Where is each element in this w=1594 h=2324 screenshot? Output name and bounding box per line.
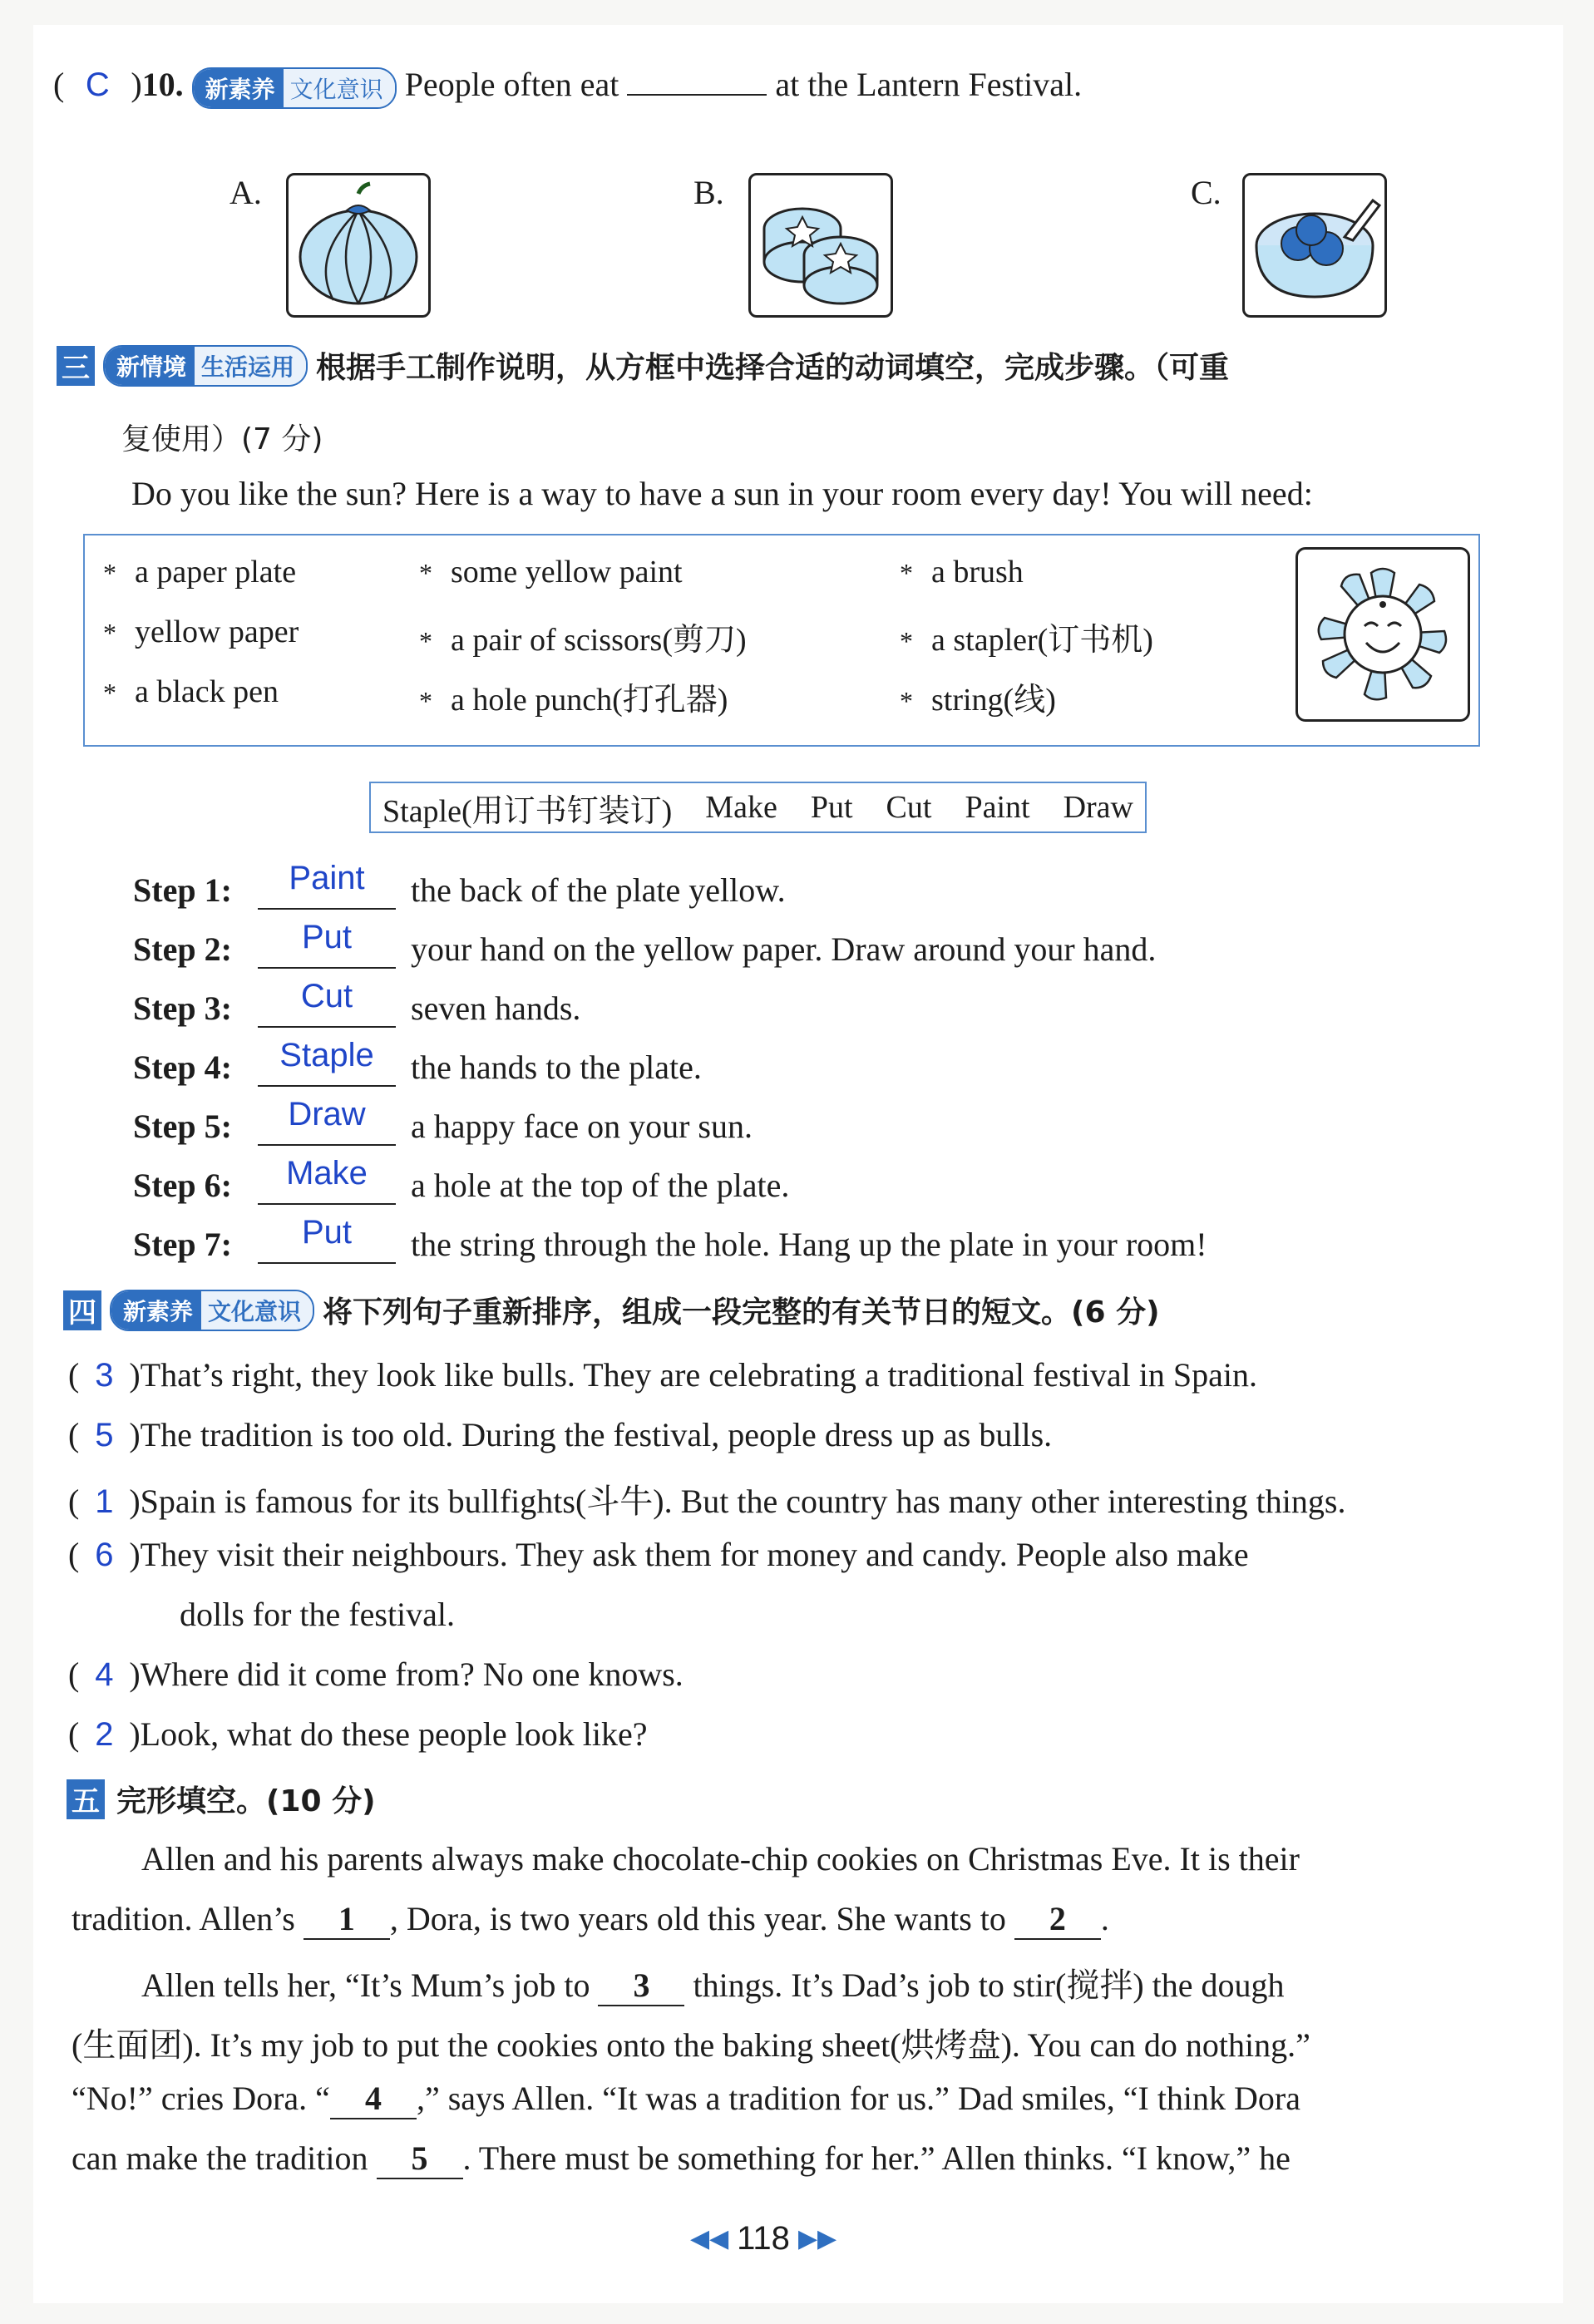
material-item: * a brush xyxy=(900,555,1024,590)
section-3-title-cont: 复使用）(7 分) xyxy=(121,422,323,456)
step-label: Step 4: xyxy=(133,1049,232,1086)
q10-text-before: People often eat xyxy=(404,66,619,103)
material-item: * string(线) xyxy=(900,683,1056,718)
materials-box xyxy=(83,534,1480,747)
order-item-continuation: dolls for the festival. xyxy=(180,1596,456,1633)
word-option: Staple(用订书钉装订) xyxy=(382,793,673,829)
cloze-line: Allen tells her, “It’s Mum’s job to 3 things. It’s Dad’s job to stir(搅拌) the dough xyxy=(141,1959,1285,2006)
order-answer: 5 xyxy=(95,1417,114,1453)
order-answer: 6 xyxy=(95,1537,114,1573)
bullet-star: * xyxy=(419,558,432,588)
next-page-icon: ▶▶ xyxy=(797,2225,837,2252)
step-text: your hand on the yellow paper. Draw around your hand. xyxy=(411,930,1157,968)
step-row xyxy=(133,1214,1207,1264)
order-item: ( 6 )They visit their neighbours. They ask them for money and candy. People also make xyxy=(68,1536,1249,1573)
material-item: * a hole punch(打孔器) xyxy=(419,683,728,718)
bullet-star: * xyxy=(103,558,116,588)
step-label: Step 7: xyxy=(133,1226,232,1263)
step-answer: Staple xyxy=(258,1037,396,1087)
step-row xyxy=(133,1155,789,1205)
word-option: Cut xyxy=(886,790,932,825)
bullet-star: * xyxy=(103,678,116,708)
option-a-label: A. xyxy=(229,174,262,211)
step-text: the back of the plate yellow. xyxy=(411,871,786,909)
step-label: Step 3: xyxy=(133,989,232,1027)
q10-text-after: at the Lantern Festival. xyxy=(775,66,1083,103)
question-10 xyxy=(53,65,1082,109)
order-answer: 2 xyxy=(95,1716,114,1753)
badge-new-literacy xyxy=(192,67,397,109)
step-label: Step 6: xyxy=(133,1167,232,1204)
paren-close: ) xyxy=(131,66,142,103)
step-row xyxy=(133,860,786,910)
cloze-blank: 2 xyxy=(1014,1899,1101,1940)
order-item: ( 1 )Spain is famous for its bullfights(斗牛). But the country has many other interesting things. xyxy=(68,1483,1346,1520)
cloze-blank: 5 xyxy=(377,2139,463,2179)
step-text: the string through the hole. Hang up the plate in your room! xyxy=(411,1226,1207,1263)
word-option: Paint xyxy=(965,790,1030,825)
bullet-star: * xyxy=(900,686,913,716)
verb-word-box xyxy=(369,782,1147,833)
step-row xyxy=(133,1037,702,1087)
word-option: Draw xyxy=(1063,790,1133,825)
mooncakes-icon xyxy=(748,173,893,318)
section-3-intro: Do you like the sun? Here is a way to have a sun in your room every day! You will need: xyxy=(131,475,1313,512)
badge-sub: 文化意识 xyxy=(284,69,395,107)
option-c-label: C. xyxy=(1191,174,1221,211)
step-text: seven hands. xyxy=(411,989,581,1027)
word-option: Put xyxy=(810,790,853,825)
order-item: ( 2 )Look, what do these people look like? xyxy=(68,1715,648,1753)
step-answer: Paint xyxy=(258,860,396,910)
badge-sub: 生活运用 xyxy=(195,347,306,385)
material-item: * a black pen xyxy=(103,674,279,709)
badge-main: 新素养 xyxy=(111,1291,201,1330)
prev-page-icon: ◀◀ xyxy=(690,2225,729,2252)
word-option: Make xyxy=(705,790,777,825)
section-number: 四 xyxy=(63,1290,101,1330)
bullet-star: * xyxy=(900,558,913,588)
section-title: 根据手工制作说明，从方框中选择合适的动词填空，完成步骤。（可重 xyxy=(316,351,1230,385)
bullet-star: * xyxy=(103,618,116,648)
order-answer: 3 xyxy=(95,1357,114,1394)
cloze-blank: 3 xyxy=(598,1966,684,2006)
material-item: * a paper plate xyxy=(103,555,297,590)
order-item: ( 4 )Where did it come from? No one knows. xyxy=(68,1655,683,1693)
section-number: 三 xyxy=(57,346,95,386)
q10-blank xyxy=(627,94,767,96)
badge-main: 新情境 xyxy=(105,347,195,385)
order-item: ( 5 )The tradition is too old. During the festival, people dress up as bulls. xyxy=(68,1416,1053,1453)
order-item: ( 3 )That’s right, they look like bulls. They are celebrating a traditional festival in Spain. xyxy=(68,1356,1258,1394)
cloze-blank: 1 xyxy=(304,1899,390,1940)
workbook-page xyxy=(33,25,1563,2303)
pumpkin-icon xyxy=(286,173,431,318)
badge-main: 新素养 xyxy=(194,69,284,107)
step-label: Step 5: xyxy=(133,1108,232,1145)
option-b-label: B. xyxy=(693,174,724,211)
section-number: 五 xyxy=(67,1779,105,1819)
step-answer: Put xyxy=(258,1214,396,1264)
paper-sun-icon xyxy=(1295,547,1470,722)
material-item: * yellow paper xyxy=(103,614,299,649)
step-row xyxy=(133,978,580,1028)
material-item: * a stapler(订书机) xyxy=(900,623,1153,658)
step-answer: Draw xyxy=(258,1096,396,1146)
bullet-star: * xyxy=(419,686,432,716)
section-3-heading xyxy=(57,344,1229,387)
badge-new-literacy xyxy=(110,1290,314,1331)
page-number: 118 xyxy=(737,2220,790,2257)
bullet-star: * xyxy=(900,626,913,656)
cloze-blank: 4 xyxy=(330,2079,417,2119)
cloze-line: Allen and his parents always make chocolate-chip cookies on Christmas Eve. It is their xyxy=(141,1840,1300,1877)
page-footer xyxy=(690,2220,836,2257)
paren-open: ( xyxy=(53,66,65,103)
step-row xyxy=(133,1096,753,1146)
step-answer: Put xyxy=(258,919,396,969)
cloze-line: tradition. Allen’s 1 , Dora, is two years old this year. She wants to 2 . xyxy=(72,1899,1109,1940)
badge-new-context xyxy=(103,345,308,387)
step-answer: Make xyxy=(258,1155,396,1205)
tangyuan-bowl-icon xyxy=(1242,173,1387,318)
step-label: Step 2: xyxy=(133,930,232,968)
order-answer: 1 xyxy=(95,1483,114,1520)
section-5-heading xyxy=(67,1778,376,1820)
step-answer: Cut xyxy=(258,978,396,1028)
step-text: the hands to the plate. xyxy=(411,1049,702,1086)
order-answer: 4 xyxy=(95,1656,114,1693)
material-item: * a pair of scissors(剪刀) xyxy=(419,623,747,658)
question-number: 10. xyxy=(141,66,184,103)
step-text: a happy face on your sun. xyxy=(411,1108,753,1145)
section-title: 将下列句子重新排序，组成一段完整的有关节日的短文。(6 分) xyxy=(323,1295,1160,1330)
cloze-line: (生面团). It’s my job to put the cookies onto the baking sheet(烘烤盘). You can do nothing.” xyxy=(72,2026,1310,2064)
badge-sub: 文化意识 xyxy=(201,1291,313,1330)
cloze-line: can make the tradition 5 . There must be something for her.” Allen thinks. “I know,” he xyxy=(72,2139,1290,2179)
cloze-line: “No!” cries Dora. “ 4 ,” says Allen. “It was a tradition for us.” Dad smiles, “I think Dora xyxy=(72,2079,1300,2119)
material-item: * some yellow paint xyxy=(419,555,683,590)
step-text: a hole at the top of the plate. xyxy=(411,1167,790,1204)
section-4-heading xyxy=(63,1289,1160,1331)
section-title: 完形填空。(10 分) xyxy=(116,1784,376,1818)
step-row xyxy=(133,919,1156,969)
step-label: Step 1: xyxy=(133,871,232,909)
answer-q10: C xyxy=(85,67,110,103)
bullet-star: * xyxy=(419,626,432,656)
